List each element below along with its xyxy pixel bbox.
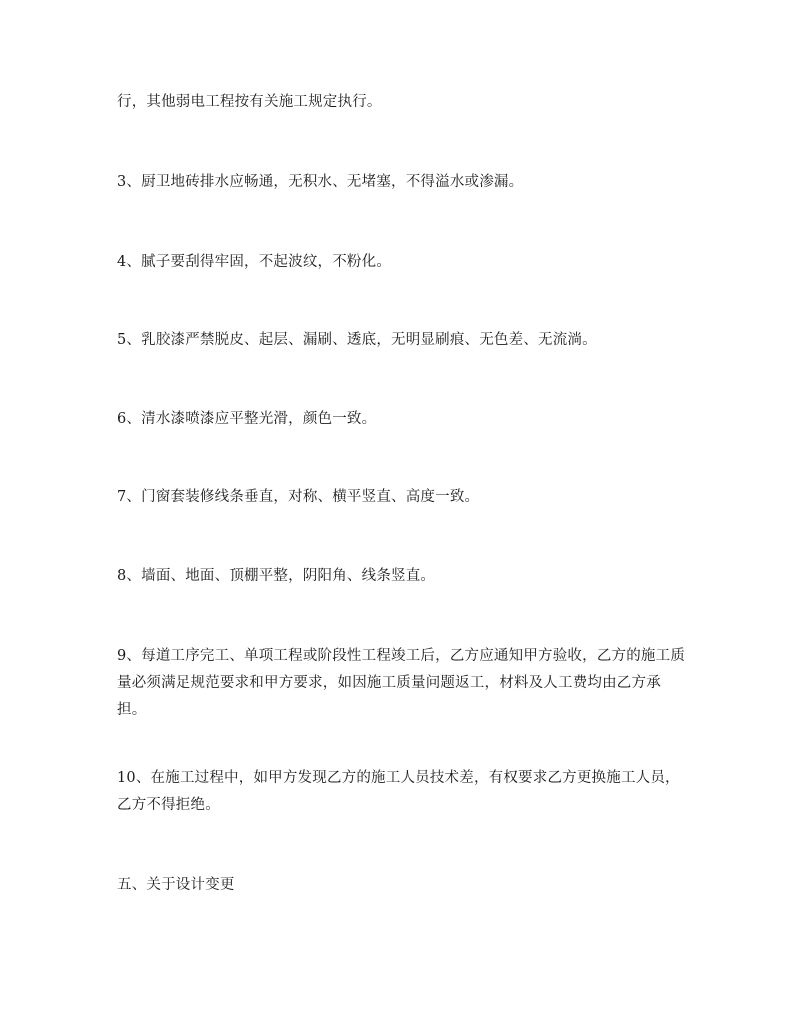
paragraph-continuation: 行，其他弱电工程按有关施工规定执行。 bbox=[117, 94, 382, 110]
paragraph-item-7: 7、门窗套装修线条垂直，对称、横平竖直、高度一致。 bbox=[117, 489, 480, 505]
paragraph-item-4: 4、腻子要刮得牢固，不起波纹，不粉化。 bbox=[117, 254, 392, 270]
paragraph-item-6: 6、清水漆喷漆应平整光滑，颜色一致。 bbox=[117, 411, 377, 427]
paragraph-item-8: 8、墙面、地面、顶棚平整，阴阳角、线条竖直。 bbox=[117, 568, 436, 584]
paragraph-item-5: 5、乳胶漆严禁脱皮、起层、漏刷、透底，无明显刷痕、无色差、无流淌。 bbox=[117, 332, 597, 348]
paragraph-item-9: 9、每道工序完工、单项工程或阶段性工程竣工后，乙方应通知甲方验收，乙方的施工质量必须满足规范要求和甲方要求，如因施工质量问题返工，材料及人工费均由乙方承担。 bbox=[117, 648, 686, 718]
section-heading-design-change: 五、关于设计变更 bbox=[117, 877, 235, 893]
paragraph-item-3: 3、厨卫地砖排水应畅通，无积水、无堵塞，不得溢水或渗漏。 bbox=[117, 174, 524, 190]
paragraph-item-10: 10、在施工过程中，如甲方发现乙方的施工人员技术差，有权要求乙方更换施工人员，乙方不得拒绝。 bbox=[117, 770, 680, 813]
